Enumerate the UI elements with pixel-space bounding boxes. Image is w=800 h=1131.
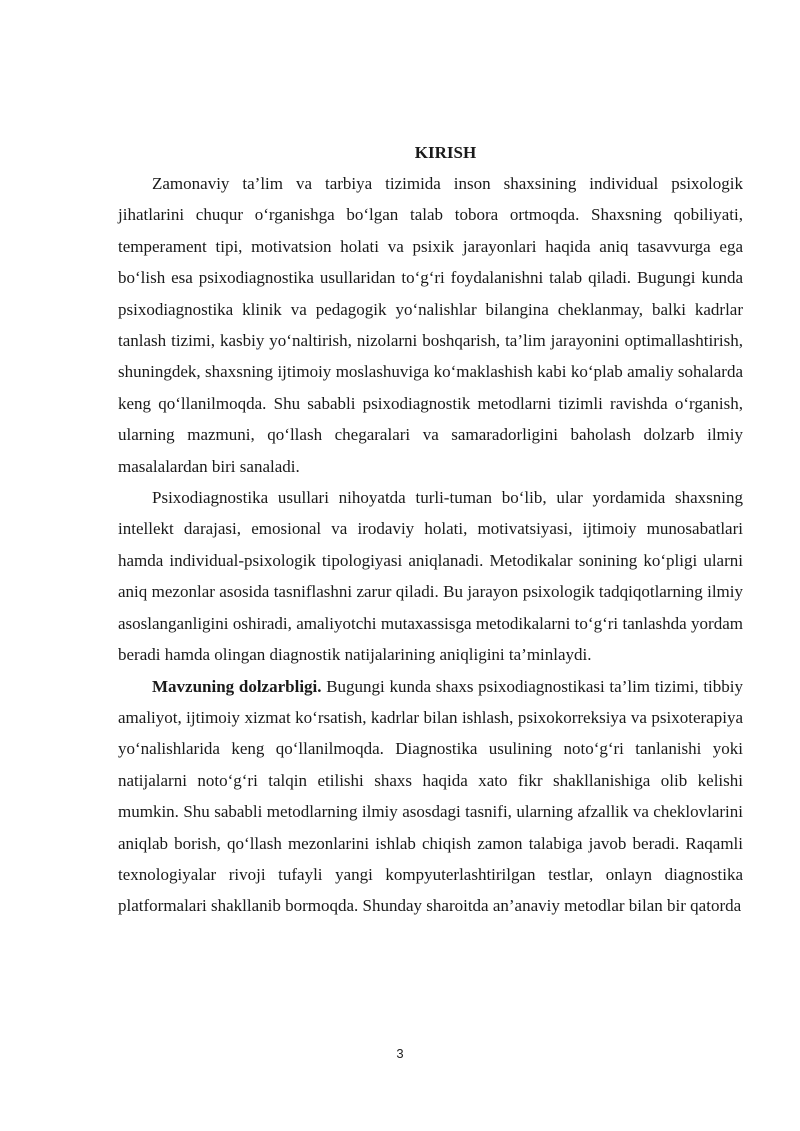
paragraph-methods [118,482,743,670]
paragraph-lead: Mavzuning dolzarbligi. [152,676,322,696]
paragraph-text: Zamonaviy ta’lim va tarbiya tizimida inson shaxsining individual psixologik jihatlarini chuqur o‘rganishga bo‘lgan talab tobora ortmoqda. Shaxsning qobiliyati, temperament tipi, motivatsion holati va psixik jarayonlari haqida aniq tasavvurga ega bo‘lish esa psixodiagnostika usullaridan to‘g‘ri foydalanishni talab qiladi. Bugungi kunda psixodiagnostika klinik va pedagogik yo‘nalishlar bilangina cheklanmay, balki kadrlar tanlash tizimi, kasbiy yo‘naltirish, nizolarni boshqarish, ta’lim jarayonini optimallashtirish, shuningdek, shaxsning ijtimoiy moslashuviga ko‘maklashish kabi ko‘plab amaliy sohalarda keng qo‘llanilmoqda. Shu sababli psixodiagnostik metodlarni tizimli ravishda o‘rganish, ularning mazmuni, qo‘llash chegaralari va samaradorligini baholash dolzarb ilmiy masalalardan biri sanaladi. [118,174,743,476]
document-body [118,138,743,922]
paragraph-text: Bugungi kunda shaxs psixodiagnostikasi ta’lim tizimi, tibbiy amaliyot, ijtimoiy xizmat ko‘rsatish, kadrlar bilan ishlash, psixokorreksiya va psixoterapiya yo‘nalishlarida keng qo‘llanilmoqda. Diagnostika usulining noto‘g‘ri tanlanishi yoki natijalarni noto‘g‘ri talqin etilishi shaxs haqida xato fikr shakllanishiga olib kelishi mumkin. Shu sababli metodlarning ilmiy asosdagi tasnifi, ularning afzallik va cheklovlarini aniqlab borish, qo‘llash mezonlarini ishlab chiqish zamon talabiga javob beradi. Raqamli texnologiyalar rivoji tufayli yangi kompyuterlashtirilgan testlar, onlayn diagnostika platformalari shakllanib bormoqda. Shunday sharoitda an’anaviy metodlar bilan bir qatorda [118,676,743,916]
paragraph-intro [118,168,743,482]
section-heading: KIRISH [414,143,477,162]
paragraph-text: Psixodiagnostika usullari nihoyatda turli-tuman bo‘lib, ular yordamida shaxsning intellekt darajasi, emosional va irodaviy holati, motivatsiyasi, ijtimoiy munosabatlari hamda individual-psixologik tipologiyasi aniqlanadi. Metodikalar sonining ko‘pligi ularni aniq mezonlar asosida tasniflashni zarur qiladi. Bu jarayon psixologik tadqiqotlarning ilmiy asoslanganligini oshiradi, amaliyotchi mutaxassisga metodikalarni to‘g‘ri tanlashda yordam beradi hamda olingan diagnostik natijalarining aniqligini ta’minlaydi. [118,488,743,665]
paragraph-relevance [118,671,743,922]
page-number: 3 [396,1046,404,1061]
